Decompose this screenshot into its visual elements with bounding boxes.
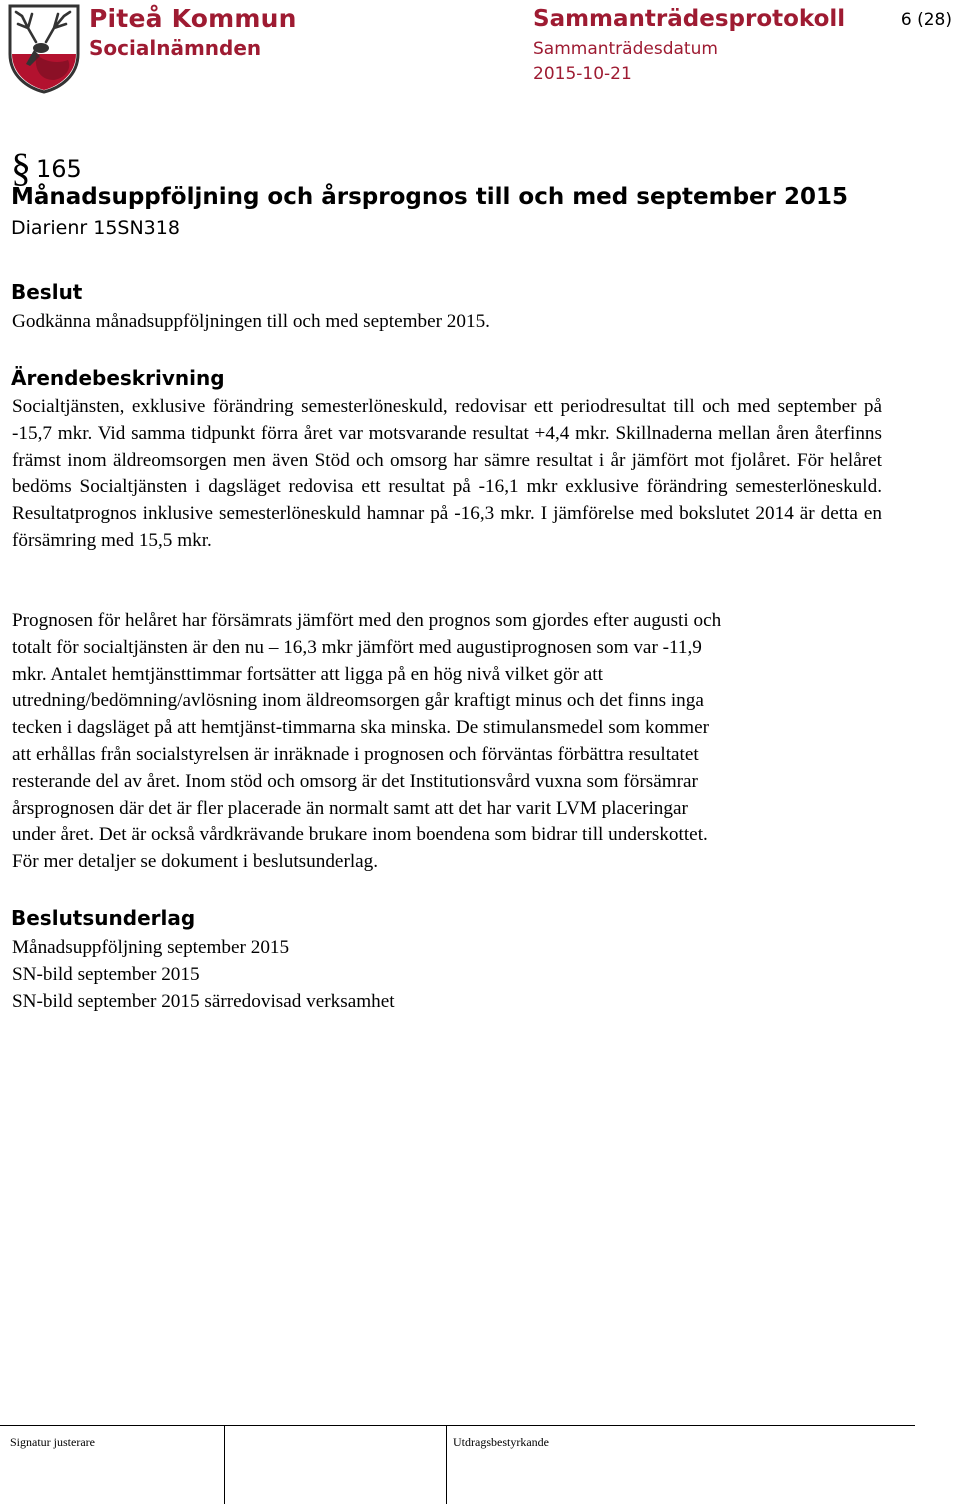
section-sign: § <box>11 145 31 190</box>
forecast-line: under året. Det är också vårdkrävande brukare inom boendena som bidrar till underskottet. <box>12 824 708 846</box>
forecast-line: att erhållas från socialstyrelsen är inräknade i prognosen och förväntas förbättra resultatet <box>12 743 699 765</box>
department-name: Socialnämnden <box>89 36 262 60</box>
decision-text: Godkänna månadsuppföljningen till och med september 2015. <box>12 311 490 332</box>
forecast-line: mkr. Antalet hemtjänsttimmar fortsätter att ligga på en hög nivå vilket gör att <box>12 663 603 685</box>
forecast-line: totalt för socialtjänsten är den nu – 16,3 mkr jämfört med augustiprognosen som var -11,9 <box>12 636 702 658</box>
paragraph-number: 165 <box>36 155 82 183</box>
case-description-text: Socialtjänsten, exklusive förändring semesterlöneskuld, redovisar ett periodresultat till och med september på -15,7 mkr. Vid samma tidpunkt förra året var motsvarande resultat +4,4 mkr. Skillnaderna mellan åren återfinns främst inom äldreomsorgen men även Stöd och omsorg har sämre resultat i år jämfört mot fjolåret. För helåret bedöms Socialtjänsten i dagsläget redovisa ett resultat på -16,1 mkr exklusive förändring semesterlöneskuld. Resultatprognos inklusive semesterlöneskuld hamnar på -16,3 mkr. I jämförelse med bokslutet 2014 är detta en försämring med 15,5 mkr. <box>12 396 882 551</box>
footer-divider <box>446 1426 447 1504</box>
organization-name: Piteå Kommun <box>89 4 297 33</box>
list-item: Månadsuppföljning september 2015 <box>12 937 290 958</box>
list-item: SN-bild september 2015 särredovisad verksamhet <box>12 990 395 1012</box>
document-title: Sammanträdesprotokoll <box>533 6 846 32</box>
decision-basis-heading: Beslutsunderlag <box>11 906 196 930</box>
decision-basis-list <box>12 935 395 1015</box>
forecast-line: Prognosen för helåret har försämrats jämfört med den prognos som gjordes efter augusti och <box>12 610 722 631</box>
diary-number: Diarienr 15SN318 <box>11 217 180 239</box>
case-description-heading: Ärendebeskrivning <box>11 366 225 390</box>
reindeer-coat-of-arms-icon <box>6 2 82 94</box>
footer-divider <box>224 1426 225 1504</box>
decision-heading: Beslut <box>11 280 83 304</box>
certification-label: Utdragsbestyrkande <box>453 1435 549 1449</box>
list-item: SN-bild september 2015 <box>12 963 200 985</box>
paragraph-title: Månadsuppföljning och årsprognos till och med september 2015 <box>11 184 848 210</box>
forecast-line: För mer detaljer se dokument i beslutsunderlag. <box>12 851 379 873</box>
forecast-line: tecken i dagsläget på att hemtjänst-timmarna ska minska. De stimulansmedel som kommer <box>12 717 709 739</box>
meeting-date-value: 2015-10-21 <box>533 64 632 84</box>
signature-label: Signatur justerare <box>10 1435 95 1449</box>
meeting-date-label: Sammanträdesdatum <box>533 39 718 59</box>
forecast-line: utredning/bedömning/avlösning inom äldreomsorgen går kraftigt minus och det finns inga <box>12 690 704 712</box>
signature-footer <box>0 1425 915 1504</box>
forecast-paragraph <box>12 608 882 876</box>
forecast-line: resterande del av året. Inom stöd och omsorg är det Institutionsvård vuxna som försämrar <box>12 770 698 792</box>
page-number: 6 (28) <box>900 10 952 30</box>
forecast-line: årsprognosen där det är fler placerade än normalt samt att det har varit LVM placeringar <box>12 797 688 819</box>
